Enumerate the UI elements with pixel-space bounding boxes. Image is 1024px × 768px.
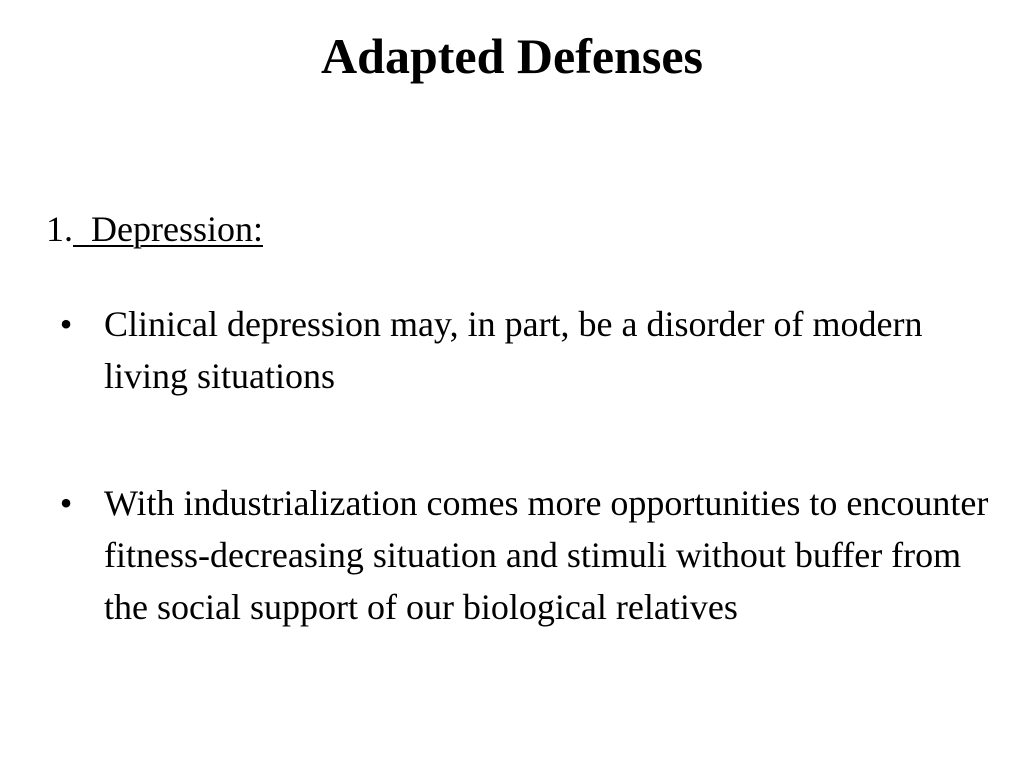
bullet-item xyxy=(0,477,1024,633)
section-heading xyxy=(46,207,263,251)
bullet-item xyxy=(0,298,1024,402)
bullet-list xyxy=(0,298,1024,633)
slide-title: Adapted Defenses xyxy=(321,28,703,84)
section-label: Depression: xyxy=(73,209,263,249)
bullet-text: With industrialization comes more opportunities to encounter fitness-decreasing situation and stimuli without buffer from the social support of our biological relatives xyxy=(104,483,989,627)
bullet-marker: • xyxy=(59,304,73,344)
section-number: 1. xyxy=(46,209,73,249)
bullet-marker: • xyxy=(59,483,73,523)
bullet-text: Clinical depression may, in part, be a disorder of modern living situations xyxy=(104,304,923,396)
